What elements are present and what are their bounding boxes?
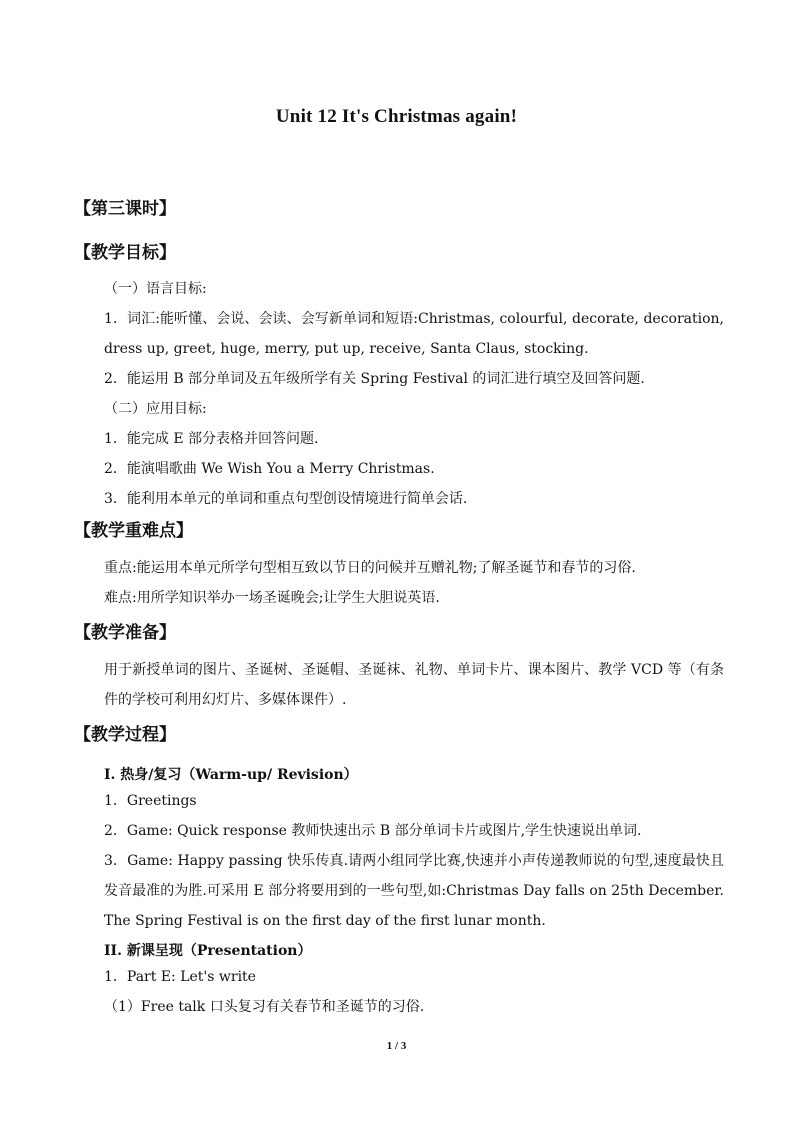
app-goal-1: 1．能完成 E 部分表格并回答问题. xyxy=(104,431,319,447)
lang-goal-2: 2．能运用 B 部分单词及五年级所学有关 Spring Festival 的词汇进行填空及回答问题. xyxy=(104,371,645,387)
presentation-item-1: 1．Part E: Let's write xyxy=(104,969,256,985)
presentation-item-1a: （1）Free talk 口头复习有关春节和圣诞节的习俗. xyxy=(104,999,425,1015)
section-lesson: 【第三课时】 xyxy=(74,199,176,219)
section-process: 【教学过程】 xyxy=(74,725,176,745)
warmup-item-3: 3．Game: Happy passing 快乐传真.请两小组同学比赛,快速并小声传递教师说的句型,速度最快且发音最准的为胜.可采用 E 部分将要用到的一些句型,如:Christmas Day falls on 25th December. The Spring Festival is on the first day of the first lunar month. xyxy=(104,853,724,929)
app-goals-heading: （二）应用目标: xyxy=(104,401,207,417)
app-goal-2: 2．能演唱歌曲 We Wish You a Merry Christmas. xyxy=(104,461,435,477)
section-goals: 【教学目标】 xyxy=(74,243,176,263)
key-difficulty: 难点:用所学知识举办一场圣诞晚会;让学生大胆说英语. xyxy=(104,590,440,606)
lang-goals-heading: （一）语言目标: xyxy=(104,281,207,297)
preparation-text: 用于新授单词的图片、圣诞树、圣诞帽、圣诞袜、礼物、单词卡片、课本图片、教学 VCD 等（有条件的学校可利用幻灯片、多媒体课件）. xyxy=(104,662,724,708)
section-key-points: 【教学重难点】 xyxy=(74,521,193,541)
warmup-item-1: 1．Greetings xyxy=(104,793,197,809)
section-preparation: 【教学准备】 xyxy=(74,623,176,643)
warmup-heading: I. 热身/复习（Warm-up/ Revision） xyxy=(104,767,358,783)
warmup-item-2: 2．Game: Quick response 教师快速出示 B 部分单词卡片或图片,学生快速说出单词. xyxy=(104,823,642,839)
lang-goal-1: 1．词汇:能听懂、会说、会读、会写新单词和短语:Christmas, colourful, decorate, decoration, dress up, greet, huge, merry, put up, receive, Santa Claus, stocking. xyxy=(104,311,724,357)
app-goal-3: 3．能利用本单元的单词和重点句型创设情境进行简单会话. xyxy=(104,491,468,507)
presentation-heading: II. 新课呈现（Presentation） xyxy=(104,943,312,959)
page-title: Unit 12 It's Christmas again! xyxy=(275,106,518,127)
key-focus: 重点:能运用本单元所学句型相互致以节日的问候并互赠礼物;了解圣诞节和春节的习俗. xyxy=(104,560,636,576)
page-number: 1 / 3 xyxy=(386,1040,407,1052)
